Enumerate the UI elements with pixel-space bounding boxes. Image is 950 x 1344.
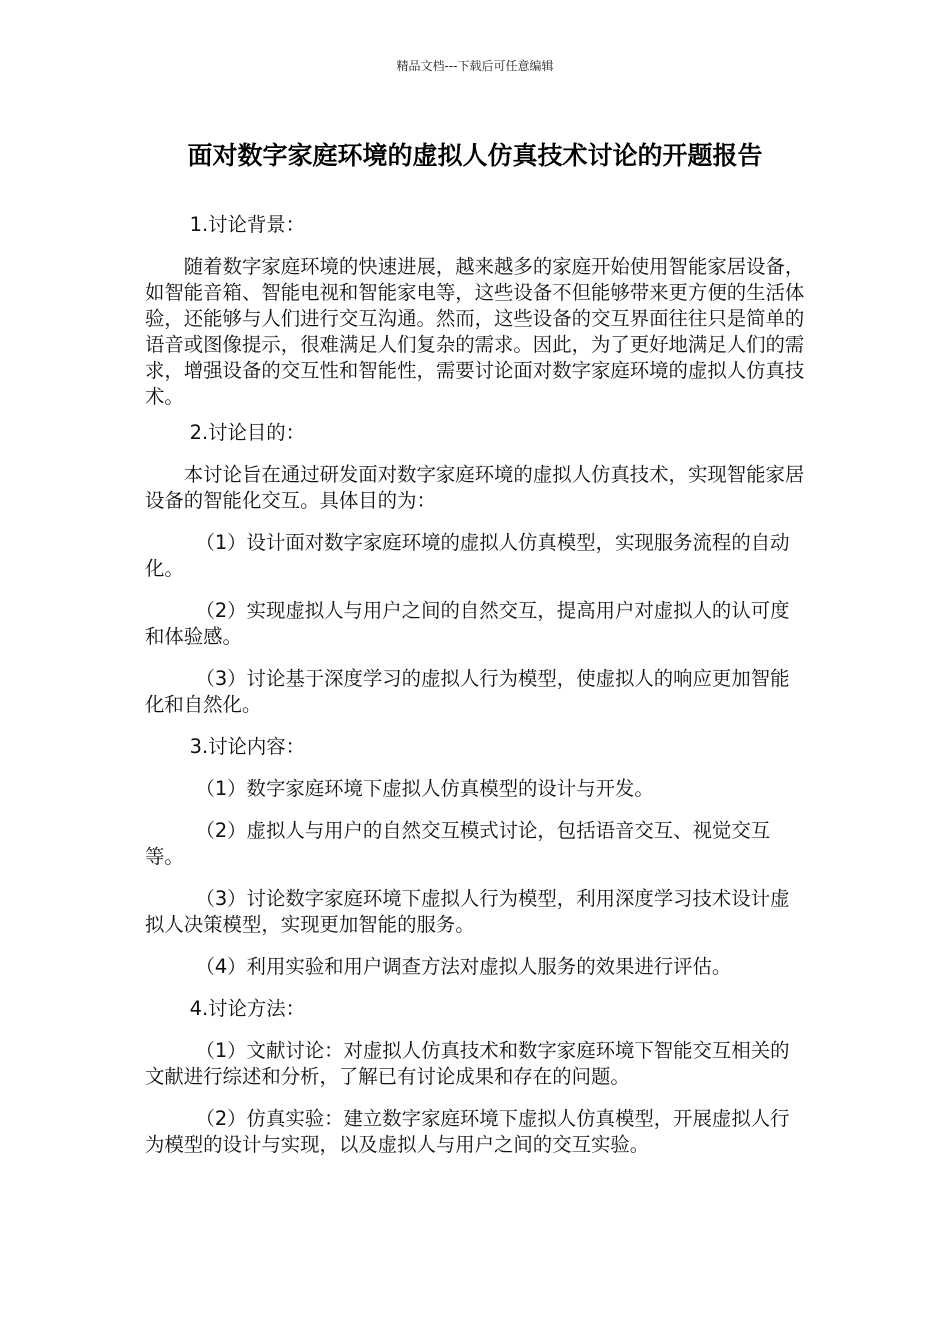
- document-body: [145, 212, 807, 1158]
- background-paragraph: 随着数字家庭环境的快速进展，越来越多的家庭开始使用智能家居设备，如智能音箱、智能电视和智能家电等，这些设备不但能够带来更方便的生活体验，还能够与人们进行交互沟通。然而，这些设备的交互界面往往只是简单的语音或图像提示，很难满足人们复杂的需求。因此，为了更好地满足人们的需求，增强设备的交互性和智能性，需要讨论面对数字家庭环境的虚拟人仿真技术。: [145, 255, 805, 408]
- methods-item: （2）仿真实验：建立数字家庭环境下虚拟人仿真模型，开展虚拟人行为模型的设计与实现，以及虚拟人与用户之间的交互实验。: [145, 1107, 790, 1156]
- document-title: 面对数字家庭环境的虚拟人仿真技术讨论的开题报告: [187, 141, 763, 170]
- content-item: （2）虚拟人与用户的自然交互模式讨论，包括语音交互、视觉交互等。: [145, 819, 771, 868]
- purpose-item: （2）实现虚拟人与用户之间的自然交互，提高用户对虚拟人的认可度和体验感。: [145, 599, 790, 648]
- content-item: （1）数字家庭环境下虚拟人仿真模型的设计与开发。: [195, 777, 654, 800]
- methods-item: （1）文献讨论：对虚拟人仿真技术和数字家庭环境下智能交互相关的文献进行综述和分析，了解已有讨论成果和存在的问题。: [145, 1039, 790, 1088]
- section-heading-purpose: 2.讨论目的：: [189, 421, 306, 444]
- header-note: 精品文档---下载后可任意编辑: [396, 59, 554, 73]
- purpose-paragraph: 本讨论旨在通过研发面对数字家庭环境的虚拟人仿真技术，实现智能家居设备的智能化交互。具体目的为：: [145, 463, 805, 512]
- purpose-item: （1）设计面对数字家庭环境的虚拟人仿真模型，实现服务流程的自动化。: [145, 531, 790, 580]
- section-heading-methods: 4.讨论方法：: [189, 997, 306, 1020]
- content-item: （4）利用实验和用户调查方法对虚拟人服务的效果进行评估。: [195, 955, 732, 978]
- section-heading-background: 1.讨论背景：: [189, 213, 306, 236]
- section-heading-content: 3.讨论内容：: [189, 735, 306, 758]
- content-item: （3）讨论数字家庭环境下虚拟人行为模型，利用深度学习技术设计虚拟人决策模型，实现更加智能的服务。: [145, 887, 790, 936]
- purpose-item: （3）讨论基于深度学习的虚拟人行为模型，使虚拟人的响应更加智能化和自然化。: [145, 667, 790, 716]
